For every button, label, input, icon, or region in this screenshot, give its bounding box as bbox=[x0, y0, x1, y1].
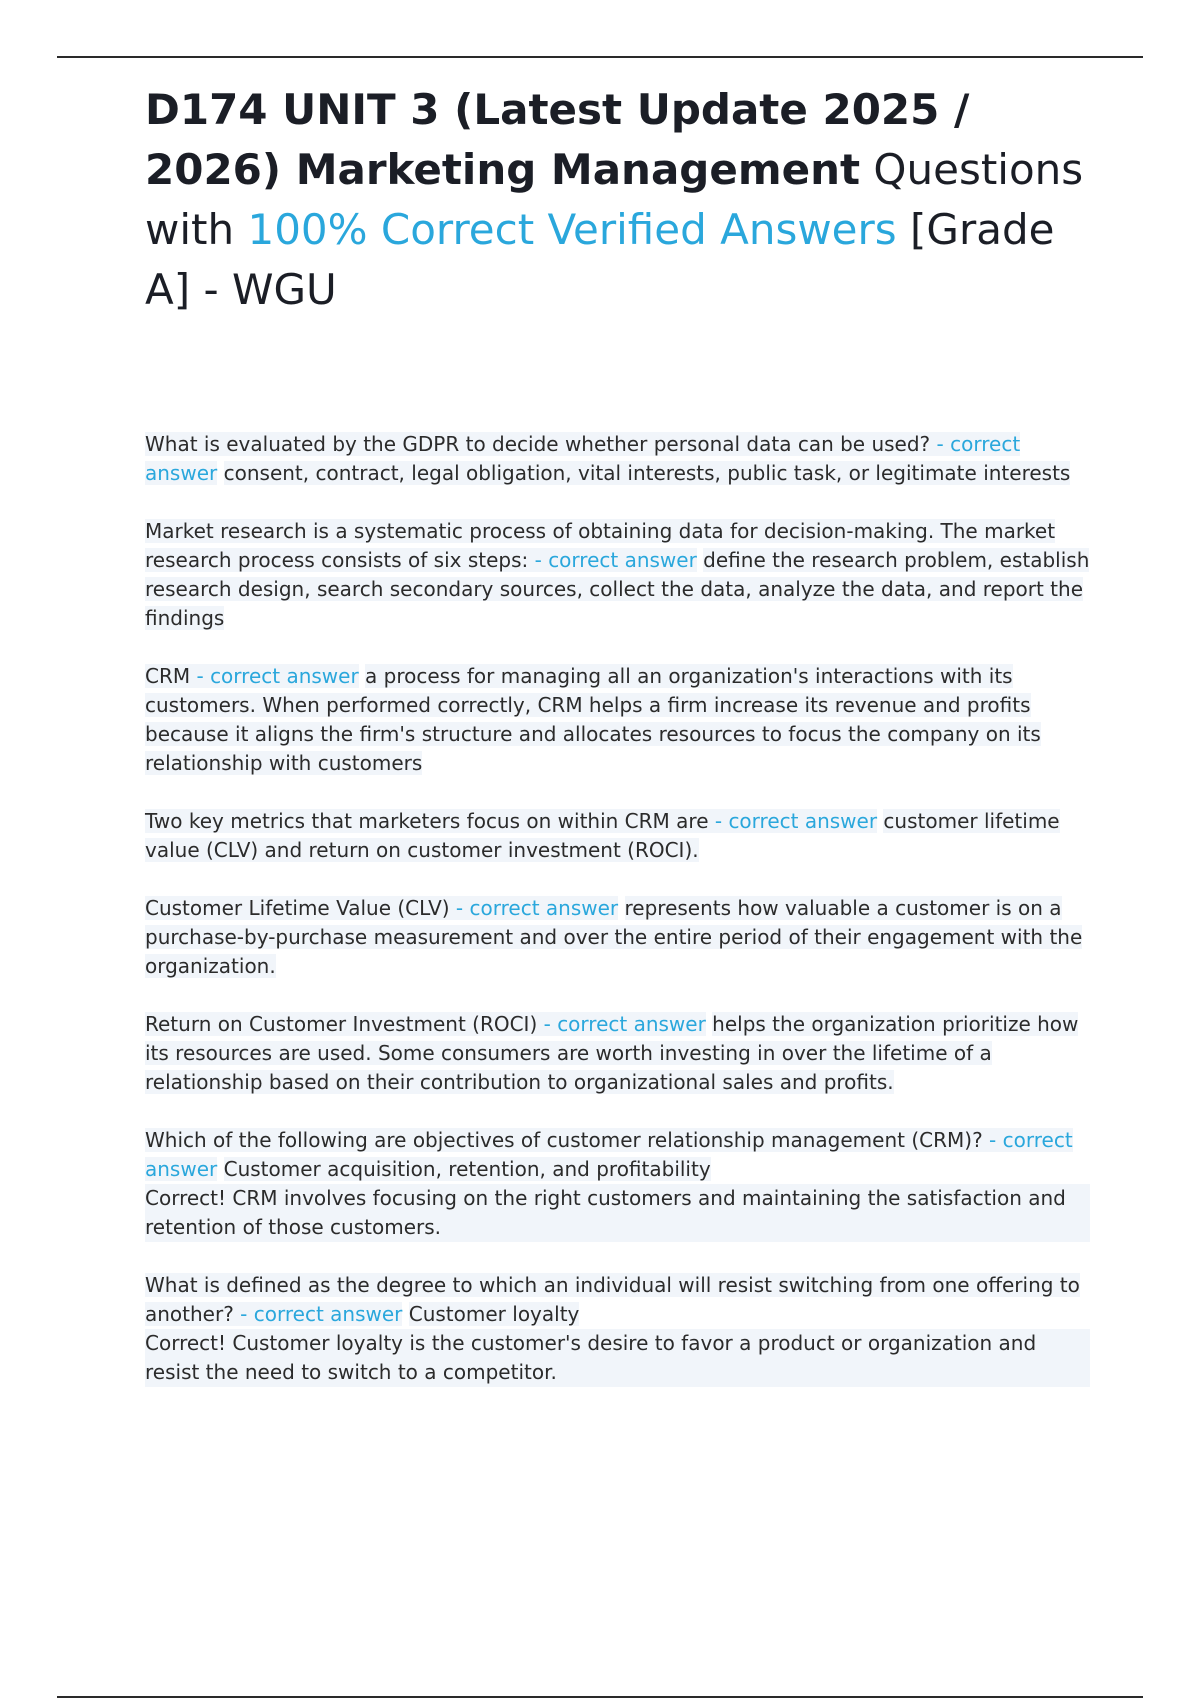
qa-item bbox=[145, 1126, 1090, 1242]
answer-separator: - bbox=[537, 1012, 558, 1036]
question-text: Customer Lifetime Value (CLV) bbox=[145, 896, 450, 920]
answer-note: Correct! Customer loyalty is the customer's desire to favor a product or organization and resist the need to switch to a competitor. bbox=[145, 1329, 1090, 1387]
qa-item bbox=[145, 1271, 1090, 1387]
correct-answer-label: correct answer bbox=[469, 896, 619, 920]
answer-separator: - bbox=[528, 548, 549, 572]
correct-answer-label: correct answer bbox=[145, 432, 1021, 485]
answer-note: Correct! CRM involves focusing on the right customers and maintaining the satisfaction and retention of those customers. bbox=[145, 1184, 1090, 1242]
qa-item bbox=[145, 517, 1090, 633]
correct-answer-label: correct answer bbox=[728, 809, 878, 833]
top-rule bbox=[57, 56, 1143, 58]
qa-item bbox=[145, 430, 1090, 488]
answer-separator: - bbox=[233, 1302, 254, 1326]
document-title bbox=[145, 80, 1105, 320]
answer-text: define the research problem, establish research design, search secondary sources, collect the data, analyze the data, and report the findings bbox=[145, 548, 1090, 630]
answer-text: consent, contract, legal obligation, vital interests, public task, or legitimate interests bbox=[223, 461, 1071, 485]
correct-answer-label: correct answer bbox=[145, 1128, 1073, 1181]
bottom-rule bbox=[57, 1696, 1143, 1698]
answer-separator: - bbox=[190, 664, 211, 688]
question-text: Return on Customer Investment (ROCI) bbox=[145, 1012, 538, 1036]
question-text: What is defined as the degree to which an individual will resist switching from one offering to another? bbox=[145, 1273, 1080, 1326]
answer-text: a process for managing all an organization's interactions with its customers. When performed correctly, CRM helps a firm increase its revenue and profits because it aligns the firm's structure and allocates resources to focus the company on its relationship with customers bbox=[145, 664, 1041, 775]
title-bold-part: D174 UNIT 3 (Latest Update 2025 / 2026) Marketing Management bbox=[145, 85, 970, 194]
qa-item bbox=[145, 807, 1090, 865]
title-part-questions: Questions with bbox=[145, 145, 1084, 254]
title-part-grade: [Grade A] - WGU bbox=[145, 205, 1055, 314]
answer-text: Customer acquisition, retention, and profitability bbox=[223, 1157, 711, 1181]
answer-text: helps the organization prioritize how its resources are used. Some consumers are worth investing in over the lifetime of a relationship based on their contribution to organizational sales and profits. bbox=[145, 1012, 1079, 1094]
correct-answer-label: correct answer bbox=[548, 548, 697, 572]
question-text: Which of the following are objectives of customer relationship management (CRM)? bbox=[145, 1128, 983, 1152]
question-text: Two key metrics that marketers focus on within CRM are bbox=[145, 809, 709, 833]
answer-separator: - bbox=[982, 1128, 1003, 1152]
answer-separator: - bbox=[449, 896, 470, 920]
question-text: Market research is a systematic process of obtaining data for decision-making. The market research process consists of six steps: bbox=[145, 519, 1056, 572]
answer-separator: - bbox=[708, 809, 729, 833]
answer-text: Customer loyalty bbox=[408, 1302, 580, 1326]
qa-item bbox=[145, 1010, 1090, 1097]
answer-separator: - bbox=[930, 432, 951, 456]
question-text: CRM bbox=[145, 664, 191, 688]
qa-item bbox=[145, 894, 1090, 981]
question-text: What is evaluated by the GDPR to decide whether personal data can be used? bbox=[145, 432, 931, 456]
qa-item bbox=[145, 662, 1090, 778]
correct-answer-label: correct answer bbox=[253, 1302, 403, 1326]
correct-answer-label: correct answer bbox=[210, 664, 359, 688]
correct-answer-label: correct answer bbox=[557, 1012, 706, 1036]
answer-text: represents how valuable a customer is on a purchase-by-purchase measurement and over the entire period of their engagement with the organization. bbox=[145, 896, 1083, 978]
answer-text: customer lifetime value (CLV) and return on customer investment (ROCI). bbox=[145, 809, 1060, 862]
title-highlight-part: 100% Correct Verified Answers bbox=[247, 205, 897, 254]
qa-list bbox=[145, 430, 1090, 1416]
